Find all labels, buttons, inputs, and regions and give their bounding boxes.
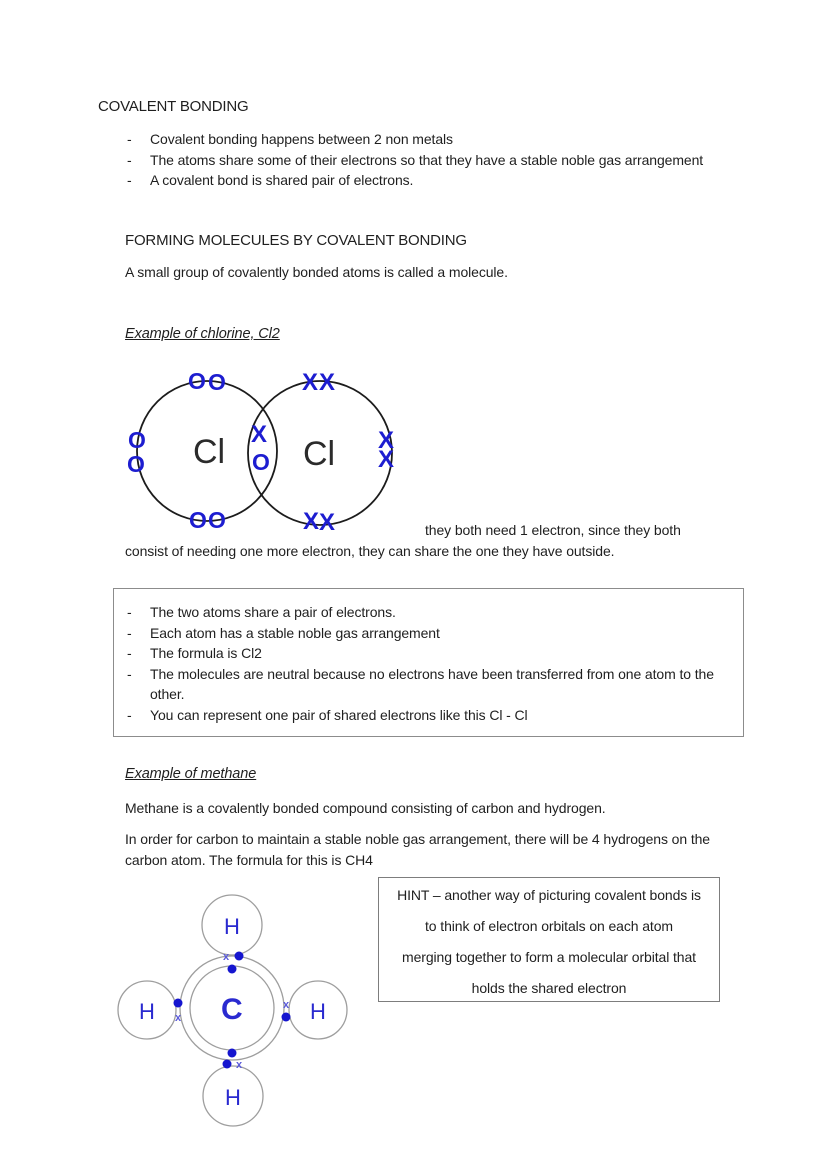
list-item: [127, 170, 747, 191]
bullet-marker: -: [127, 624, 132, 641]
right-atom-label: Cl: [303, 435, 335, 473]
electron-dot: [174, 999, 183, 1008]
list-item: [127, 664, 733, 705]
electron-dot: [223, 1060, 232, 1069]
electron-o-symbol: O: [208, 369, 226, 395]
list-item: [127, 705, 733, 726]
chlorine-notes-box: [113, 588, 744, 737]
bullet-marker: -: [127, 706, 132, 723]
bullet-marker: -: [127, 645, 132, 661]
electron-x-symbol: X: [319, 509, 335, 536]
electron-dot: [228, 1049, 237, 1058]
page-title: COVALENT BONDING: [98, 98, 249, 115]
shared-electron-x: X: [251, 421, 267, 448]
hydrogen-label: H: [224, 914, 240, 939]
methane-para1: Methane is a covalently bonded compound consisting of carbon and hydrogen.: [125, 800, 606, 816]
electron-o-symbol: O: [189, 507, 207, 533]
bullet-text: A covalent bond is shared pair of electrons.: [150, 172, 414, 188]
bullet-marker: -: [127, 665, 132, 682]
electron-o-symbol: O: [127, 451, 145, 477]
carbon-label: C: [221, 993, 243, 1026]
electron-x-symbol: X: [378, 427, 394, 454]
bullet-marker: -: [127, 151, 132, 168]
electron-dot: [235, 952, 244, 961]
electron-cross: x: [223, 951, 230, 963]
bullet-text: The atoms share some of their electrons so that they have a stable noble gas arrangement: [150, 151, 704, 168]
electron-dot: [282, 1013, 291, 1022]
hint-line: to think of electron orbitals on each atom: [425, 918, 673, 934]
bullet-marker: -: [127, 131, 132, 147]
electron-cross: x: [236, 1059, 243, 1071]
hint-line: merging together to form a molecular orbital that: [402, 949, 696, 965]
chlorine-caption: they both need 1 electron, since they both consist of needing one more electron, they can share the one they have outside.: [125, 522, 681, 559]
electron-x-symbol: X: [378, 446, 394, 473]
bullet-text: Covalent bonding happens between 2 non metals: [150, 131, 453, 147]
methane-para2: In order for carbon to maintain a stable noble gas arrangement, there will be 4 hydrogens on the carbon atom. The formula for this is CH4: [125, 831, 710, 868]
intro-bullet-list: [127, 129, 747, 191]
list-item: [127, 643, 733, 664]
electron-o-symbol: O: [128, 427, 146, 453]
methane-example-heading: Example of methane: [125, 766, 257, 782]
bullet-text: Each atom has a stable noble gas arrangement: [150, 624, 440, 641]
shared-electron-o: O: [252, 449, 270, 475]
list-item: [127, 602, 733, 623]
hint-line: holds the shared electron: [471, 980, 627, 996]
electron-o-symbol: O: [188, 368, 206, 394]
bullet-text: The molecules are neutral because no electrons have been transferred from one atom to the other.: [150, 665, 714, 702]
list-item: [127, 150, 747, 171]
left-atom-label: Cl: [193, 433, 225, 471]
hint-line: HINT – another way of picturing covalent bonds is: [397, 887, 701, 903]
molecule-definition: A small group of covalently bonded atoms is called a molecule.: [125, 264, 508, 280]
electron-cross: x: [175, 1012, 182, 1024]
hydrogen-label: H: [310, 999, 326, 1024]
electron-x-symbol: X: [319, 369, 335, 396]
hydrogen-label: H: [225, 1085, 241, 1110]
methane-diagram: [110, 888, 360, 1138]
bullet-text: The two atoms share a pair of electrons.: [150, 604, 396, 620]
electron-x-symbol: X: [302, 369, 318, 396]
bullet-marker: -: [127, 604, 132, 620]
list-item: [127, 623, 733, 644]
electron-dot: [228, 965, 237, 974]
chlorine-diagram: [110, 360, 410, 540]
hydrogen-label: H: [139, 999, 155, 1024]
hint-box: [378, 877, 720, 1002]
chlorine-example-heading: Example of chlorine, Cl2: [125, 326, 280, 342]
electron-cross: x: [283, 999, 290, 1011]
electron-x-symbol: X: [303, 508, 319, 535]
bullet-text: The formula is Cl2: [150, 645, 262, 661]
electron-o-symbol: O: [208, 507, 226, 533]
bullet-marker: -: [127, 172, 132, 188]
list-item: [127, 129, 747, 150]
section-heading: FORMING MOLECULES BY COVALENT BONDING: [125, 232, 467, 249]
bullet-text: You can represent one pair of shared electrons like this Cl - Cl: [150, 706, 528, 723]
